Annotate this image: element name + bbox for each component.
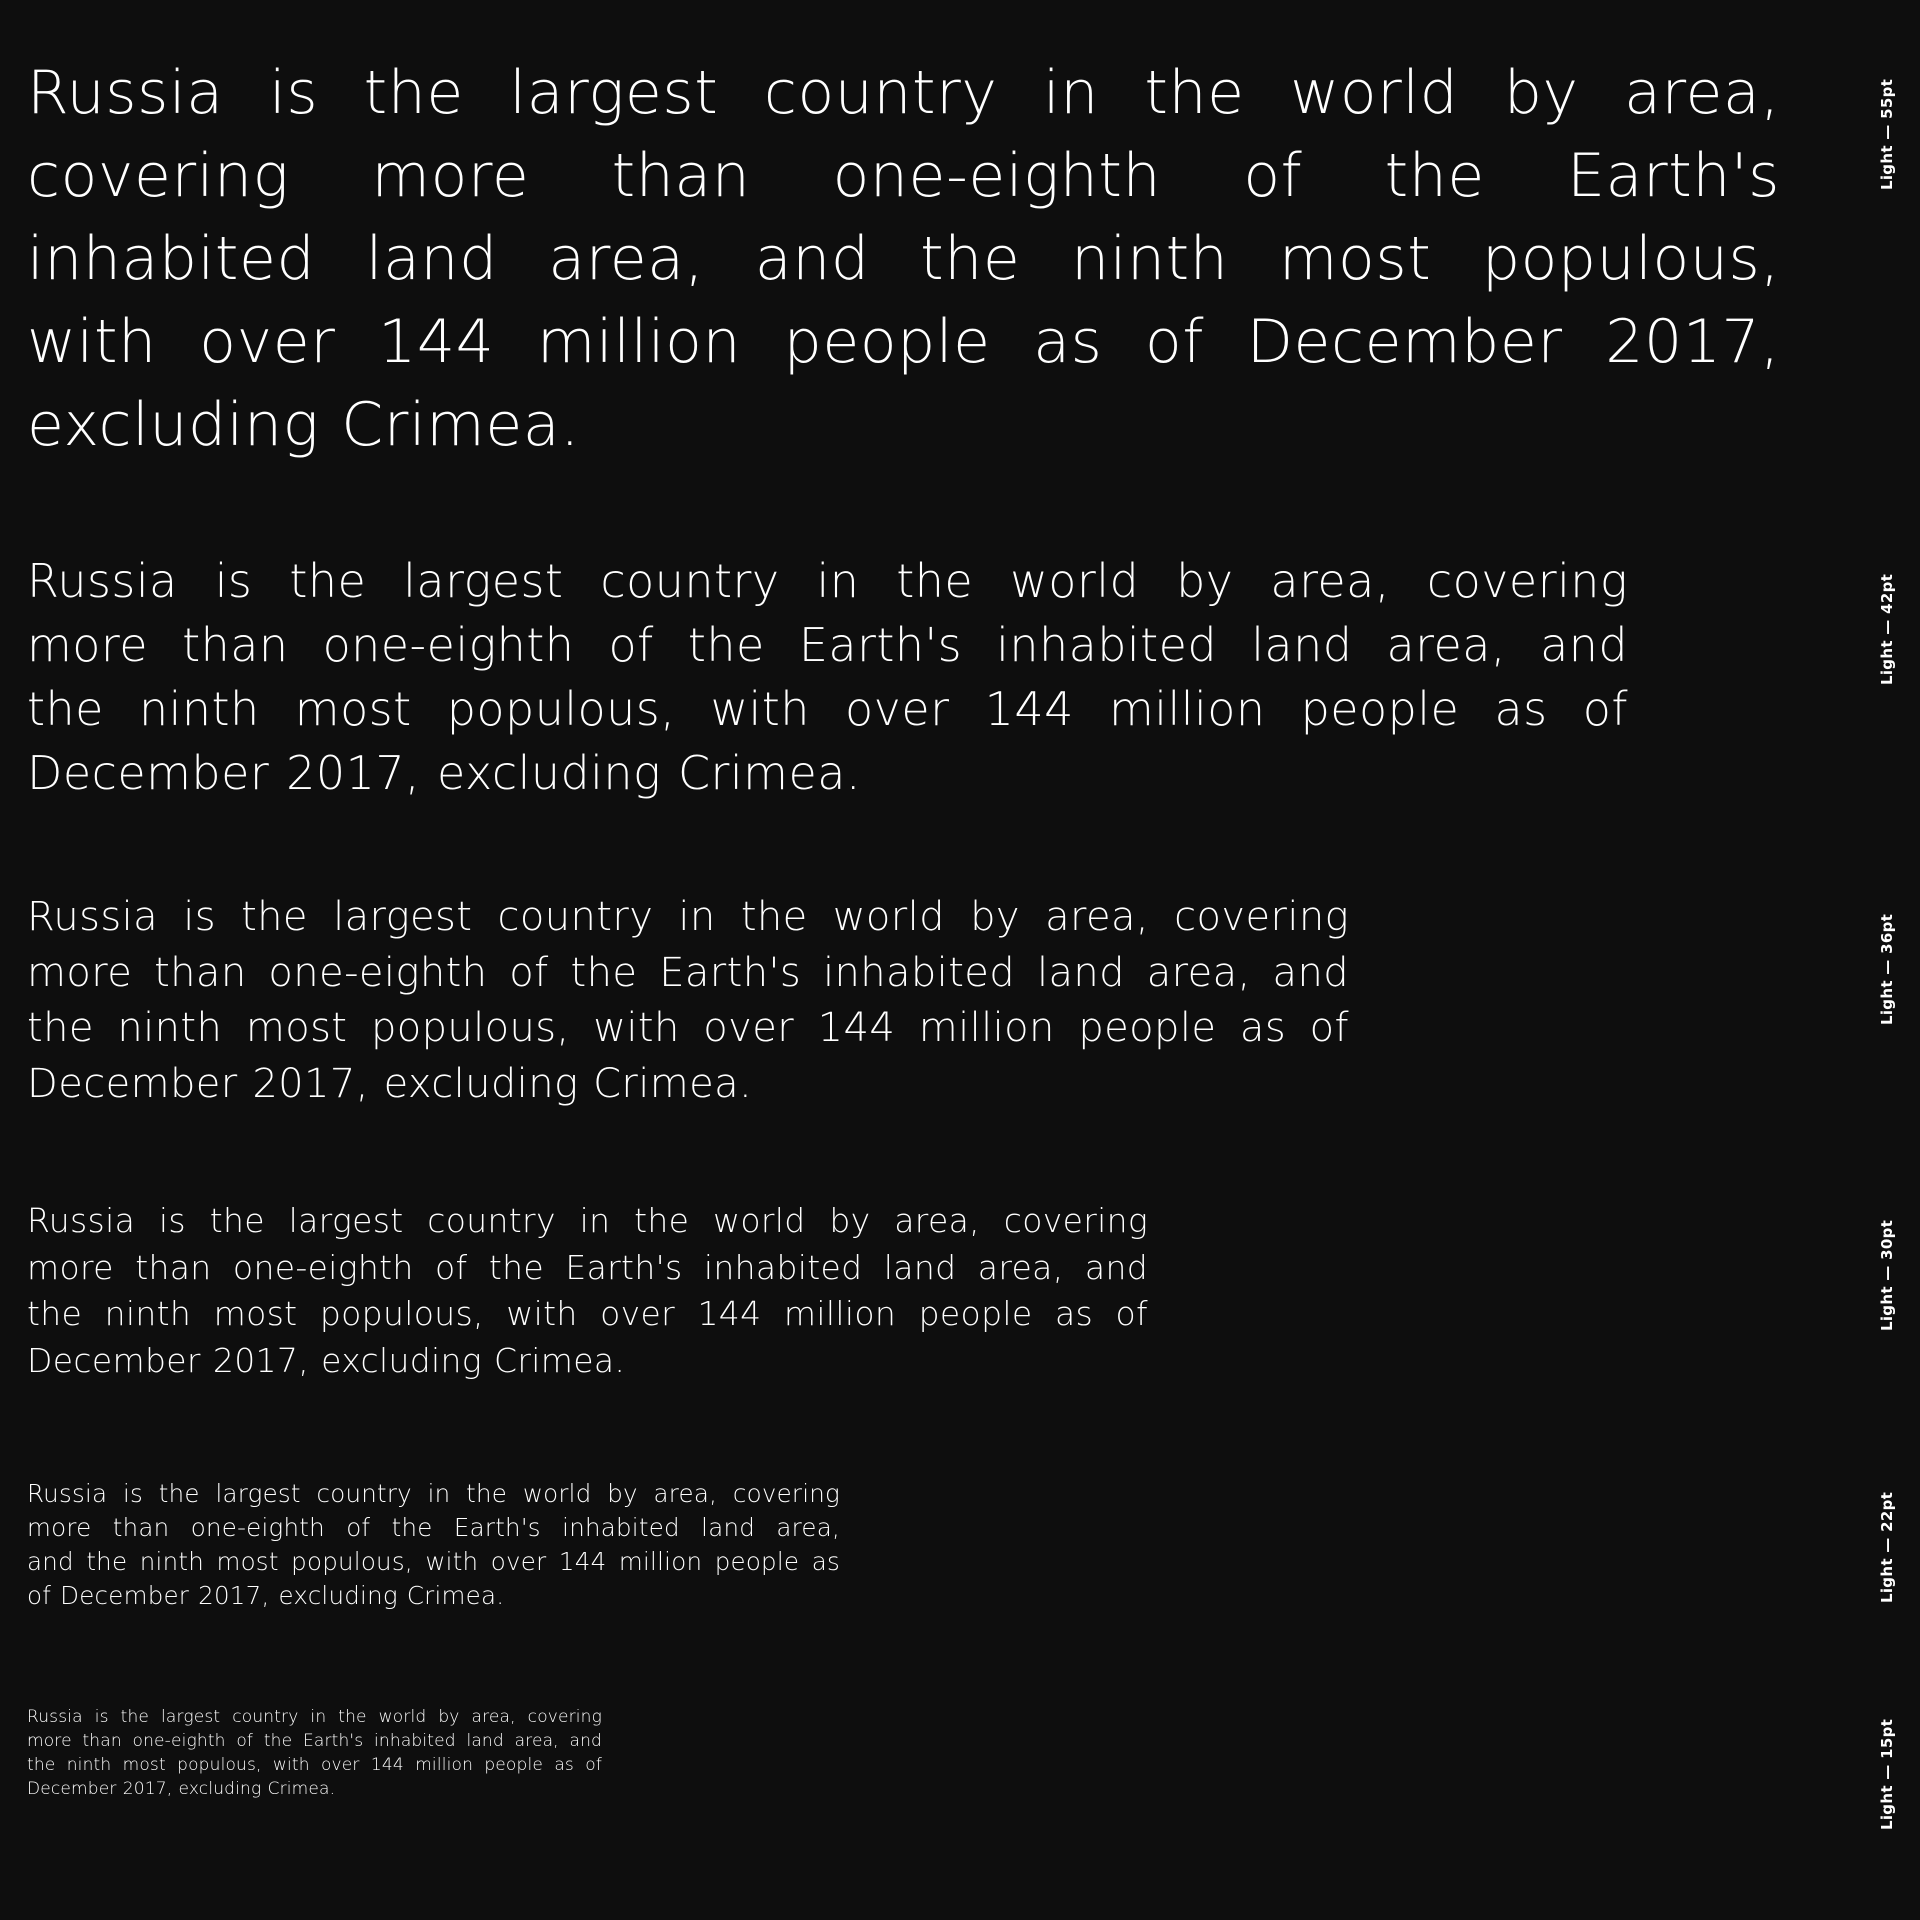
size-label-22pt: Light — 22pt bbox=[1878, 1491, 1896, 1603]
specimen-line: and the ninth most populous, with over 144 million people as bbox=[27, 1547, 840, 1576]
specimen-line: Russia is the largest country in the world by area, covering bbox=[27, 554, 1628, 608]
specimen-text-22pt bbox=[27, 1477, 840, 1613]
size-label-30pt: Light — 30pt bbox=[1878, 1219, 1896, 1331]
specimen-line: more than one-eighth of the Earth's inhabited land area, and bbox=[27, 949, 1349, 996]
specimen-line: with over 144 million people as of December 2017, bbox=[27, 307, 1780, 377]
specimen-line: the ninth most populous, with over 144 million people as of bbox=[27, 1755, 602, 1775]
specimen-line: more than one-eighth of the Earth's inhabited land area, bbox=[27, 1513, 840, 1542]
specimen-line: December 2017, excluding Crimea. bbox=[27, 1060, 753, 1107]
size-label-36pt: Light — 36pt bbox=[1878, 913, 1896, 1025]
specimen-line: the ninth most populous, with over 144 million people as of bbox=[27, 1005, 1349, 1051]
specimen-line: Russia is the largest country in the world by area, covering bbox=[27, 1201, 1148, 1240]
specimen-line: more than one-eighth of the Earth's inhabited land area, and bbox=[27, 1247, 1148, 1287]
specimen-line: December 2017, excluding Crimea. bbox=[27, 1340, 626, 1380]
specimen-line: excluding Crimea. bbox=[27, 390, 580, 460]
specimen-text-55pt bbox=[27, 52, 1780, 467]
specimen-text-30pt bbox=[27, 1198, 1148, 1384]
specimen-line: December 2017, excluding Crimea. bbox=[27, 746, 861, 800]
specimen-line: inhabited land area, and the ninth most populous, bbox=[27, 224, 1780, 294]
specimen-line: more than one-eighth of the Earth's inhabited land area, and bbox=[27, 618, 1628, 672]
specimen-line: Russia is the largest country in the world by area, covering bbox=[27, 1479, 840, 1508]
size-label-15pt: Light — 15pt bbox=[1878, 1718, 1896, 1830]
specimen-line: Russia is the largest country in the world by area, covering bbox=[27, 1707, 602, 1727]
specimen-text-42pt bbox=[27, 549, 1628, 805]
specimen-line: December 2017, excluding Crimea. bbox=[27, 1779, 336, 1799]
specimen-line: Russia is the largest country in the world by area, covering bbox=[27, 894, 1349, 940]
specimen-line: the ninth most populous, with over 144 million people as of bbox=[27, 682, 1628, 736]
specimen-text-36pt bbox=[27, 890, 1349, 1112]
size-label-42pt: Light — 42pt bbox=[1878, 573, 1896, 685]
specimen-line: Russia is the largest country in the world by area, bbox=[27, 58, 1780, 128]
specimen-line: of December 2017, excluding Crimea. bbox=[27, 1581, 505, 1610]
specimen-line: more than one-eighth of the Earth's inhabited land area, and bbox=[27, 1731, 602, 1751]
size-label-55pt: Light — 55pt bbox=[1878, 78, 1896, 190]
specimen-line: the ninth most populous, with over 144 million people as of bbox=[27, 1294, 1148, 1333]
specimen-text-15pt bbox=[27, 1705, 602, 1801]
specimen-line: covering more than one-eighth of the Earth's bbox=[27, 141, 1780, 211]
